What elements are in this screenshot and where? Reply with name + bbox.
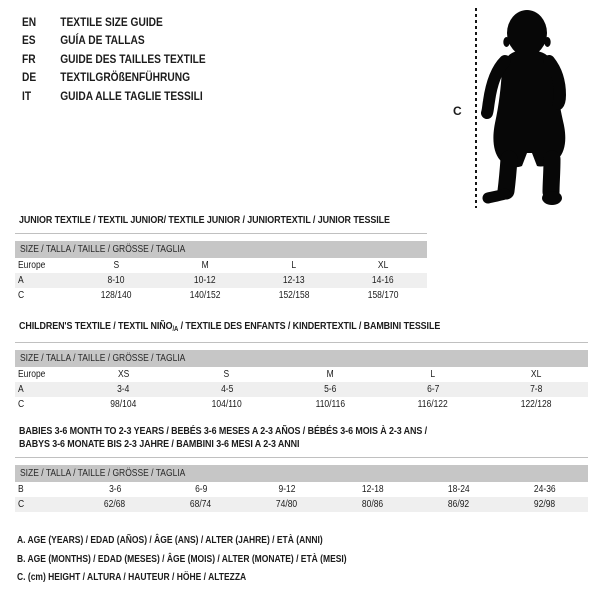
value-cell: S — [223, 369, 230, 380]
table-row — [15, 397, 588, 412]
legend-line-c: C. (cm) HEIGHT / ALTURA / HAUTEUR / HÖHE / ALTEZZA — [17, 572, 247, 584]
size-header-label: SIZE / TALLA / TAILLE / GRÖSSE / TAGLIA — [20, 353, 186, 364]
value-cell: 62/68 — [104, 499, 126, 510]
row-label-cell: A — [18, 275, 24, 286]
value-cell: XS — [117, 369, 130, 380]
table-row — [15, 367, 588, 382]
divider — [15, 233, 427, 234]
guide-title: GUIDE DES TAILLES TEXTILE — [60, 51, 206, 66]
value-cell: 152/158 — [278, 290, 310, 301]
junior-size-table — [15, 214, 427, 303]
row-label-cell: Europe — [18, 369, 46, 380]
value-cell: 3-6 — [108, 484, 122, 495]
divider — [15, 342, 588, 343]
language-code: FR — [22, 51, 36, 66]
legend-row-en — [22, 13, 206, 31]
title-part: CHILDREN'S TEXTILE / TEXTIL NIÑO — [19, 320, 173, 332]
legend-line-b: B. AGE (MONTHS) / EDAD (MESES) / ÂGE (MOIS) / ALTER (MONATE) / ETÀ (MESI) — [17, 553, 347, 565]
table-row — [15, 288, 427, 303]
value-cell: XL — [377, 260, 388, 271]
value-cell: L — [291, 260, 297, 271]
children-size-table — [15, 320, 588, 412]
value-cell: 74/80 — [276, 499, 298, 510]
value-cell: 68/74 — [190, 499, 212, 510]
value-cell: 140/152 — [189, 290, 221, 301]
table-title: JUNIOR TEXTILE / TEXTIL JUNIOR/ TEXTILE JUNIOR / JUNIORTEXTIL / JUNIOR TESSILE — [19, 214, 390, 226]
table-body — [15, 258, 427, 303]
table-body — [15, 482, 588, 512]
table-row — [15, 482, 588, 497]
value-cell: 110/116 — [315, 399, 345, 410]
table-row — [15, 497, 588, 512]
table-title-line1: BABIES 3-6 MONTH TO 2-3 YEARS / BEBÉS 3-6 MESES A 2-3 AÑOS / BÉBÉS 3-6 MOIS À 2-3 ANS / — [19, 425, 428, 437]
value-cell: 86/92 — [448, 499, 470, 510]
row-label-cell: C — [18, 290, 25, 301]
height-measure-label: C — [453, 104, 462, 118]
value-cell: M — [201, 260, 209, 271]
value-cell: 158/170 — [367, 290, 398, 301]
value-cell: 6-7 — [427, 384, 440, 395]
legend-row-es — [22, 31, 206, 49]
legend-line-a: A. AGE (YEARS) / EDAD (AÑOS) / ÂGE (ANS) / ALTER (JAHRE) / ETÀ (ANNI) — [17, 535, 323, 546]
value-cell: 24-36 — [534, 484, 556, 495]
value-cell: 4-5 — [220, 384, 233, 395]
row-label-cell: C — [18, 399, 25, 410]
value-cell: 98/104 — [110, 399, 137, 410]
row-label-cell: Europe — [18, 260, 46, 271]
title-subscript: /A — [172, 326, 179, 333]
value-cell: 122/128 — [521, 399, 552, 410]
value-cell: 12-18 — [362, 484, 384, 495]
row-label-cell: C — [18, 499, 25, 510]
height-measure-dashed-line — [475, 8, 477, 208]
value-cell: L — [430, 369, 436, 380]
baby-silhouette-icon — [481, 7, 573, 207]
size-header-bar — [15, 465, 588, 482]
table-row — [15, 382, 588, 397]
value-cell: M — [326, 369, 334, 380]
table-title-line2: BABYS 3-6 MONATE BIS 2-3 JAHRE / BAMBINI 3-6 MESI A 2-3 ANNI — [19, 438, 300, 450]
value-cell: 116/122 — [418, 399, 449, 410]
size-header-bar — [15, 350, 588, 367]
size-header-label: SIZE / TALLA / TAILLE / GRÖSSE / TAGLIA — [20, 244, 186, 255]
title-part: / TEXTILE DES ENFANTS / KINDERTEXTIL / BAMBINI TESSILE — [178, 320, 441, 332]
table-title — [19, 320, 503, 336]
babies-size-table — [15, 425, 588, 512]
legend-row-it — [22, 87, 206, 105]
legend-row-de — [22, 68, 206, 86]
language-code: DE — [22, 70, 37, 85]
value-cell: XL — [531, 369, 542, 380]
value-cell: 128/140 — [101, 290, 132, 301]
table-row — [15, 273, 427, 288]
guide-title: TEXTILE SIZE GUIDE — [60, 15, 163, 29]
legend-row-fr — [22, 50, 206, 68]
value-cell: 6-9 — [194, 484, 208, 495]
value-cell: 80/86 — [362, 499, 384, 510]
value-cell: 3-4 — [117, 384, 130, 395]
value-cell: 104/110 — [211, 399, 242, 410]
row-label-cell: A — [18, 384, 24, 395]
size-header-bar — [15, 241, 427, 258]
guide-title: TEXTILGRÖßENFÜHRUNG — [60, 70, 191, 85]
language-code: IT — [22, 88, 32, 103]
divider — [15, 457, 588, 458]
guide-title: GUIDA ALLE TAGLIE TESSILI — [60, 88, 203, 103]
value-cell: 10-12 — [194, 275, 216, 286]
value-cell: 92/98 — [534, 499, 556, 510]
value-cell: 5-6 — [323, 384, 337, 395]
measurement-legend — [17, 532, 405, 588]
value-cell: 8-10 — [107, 275, 125, 286]
value-cell: 18-24 — [448, 484, 470, 495]
language-code: EN — [22, 15, 37, 29]
size-header-label: SIZE / TALLA / TAILLE / GRÖSSE / TAGLIA — [20, 468, 186, 479]
table-body — [15, 367, 588, 412]
value-cell: 9-12 — [278, 484, 296, 495]
language-code: ES — [22, 33, 36, 48]
value-cell: S — [113, 260, 120, 271]
language-legend — [22, 13, 238, 105]
value-cell: 12-13 — [282, 275, 305, 286]
value-cell: 7-8 — [530, 384, 543, 395]
guide-title: GUÍA DE TALLAS — [60, 33, 145, 48]
value-cell: 14-16 — [371, 275, 394, 286]
table-row — [15, 258, 427, 273]
row-label-cell: B — [18, 484, 24, 495]
